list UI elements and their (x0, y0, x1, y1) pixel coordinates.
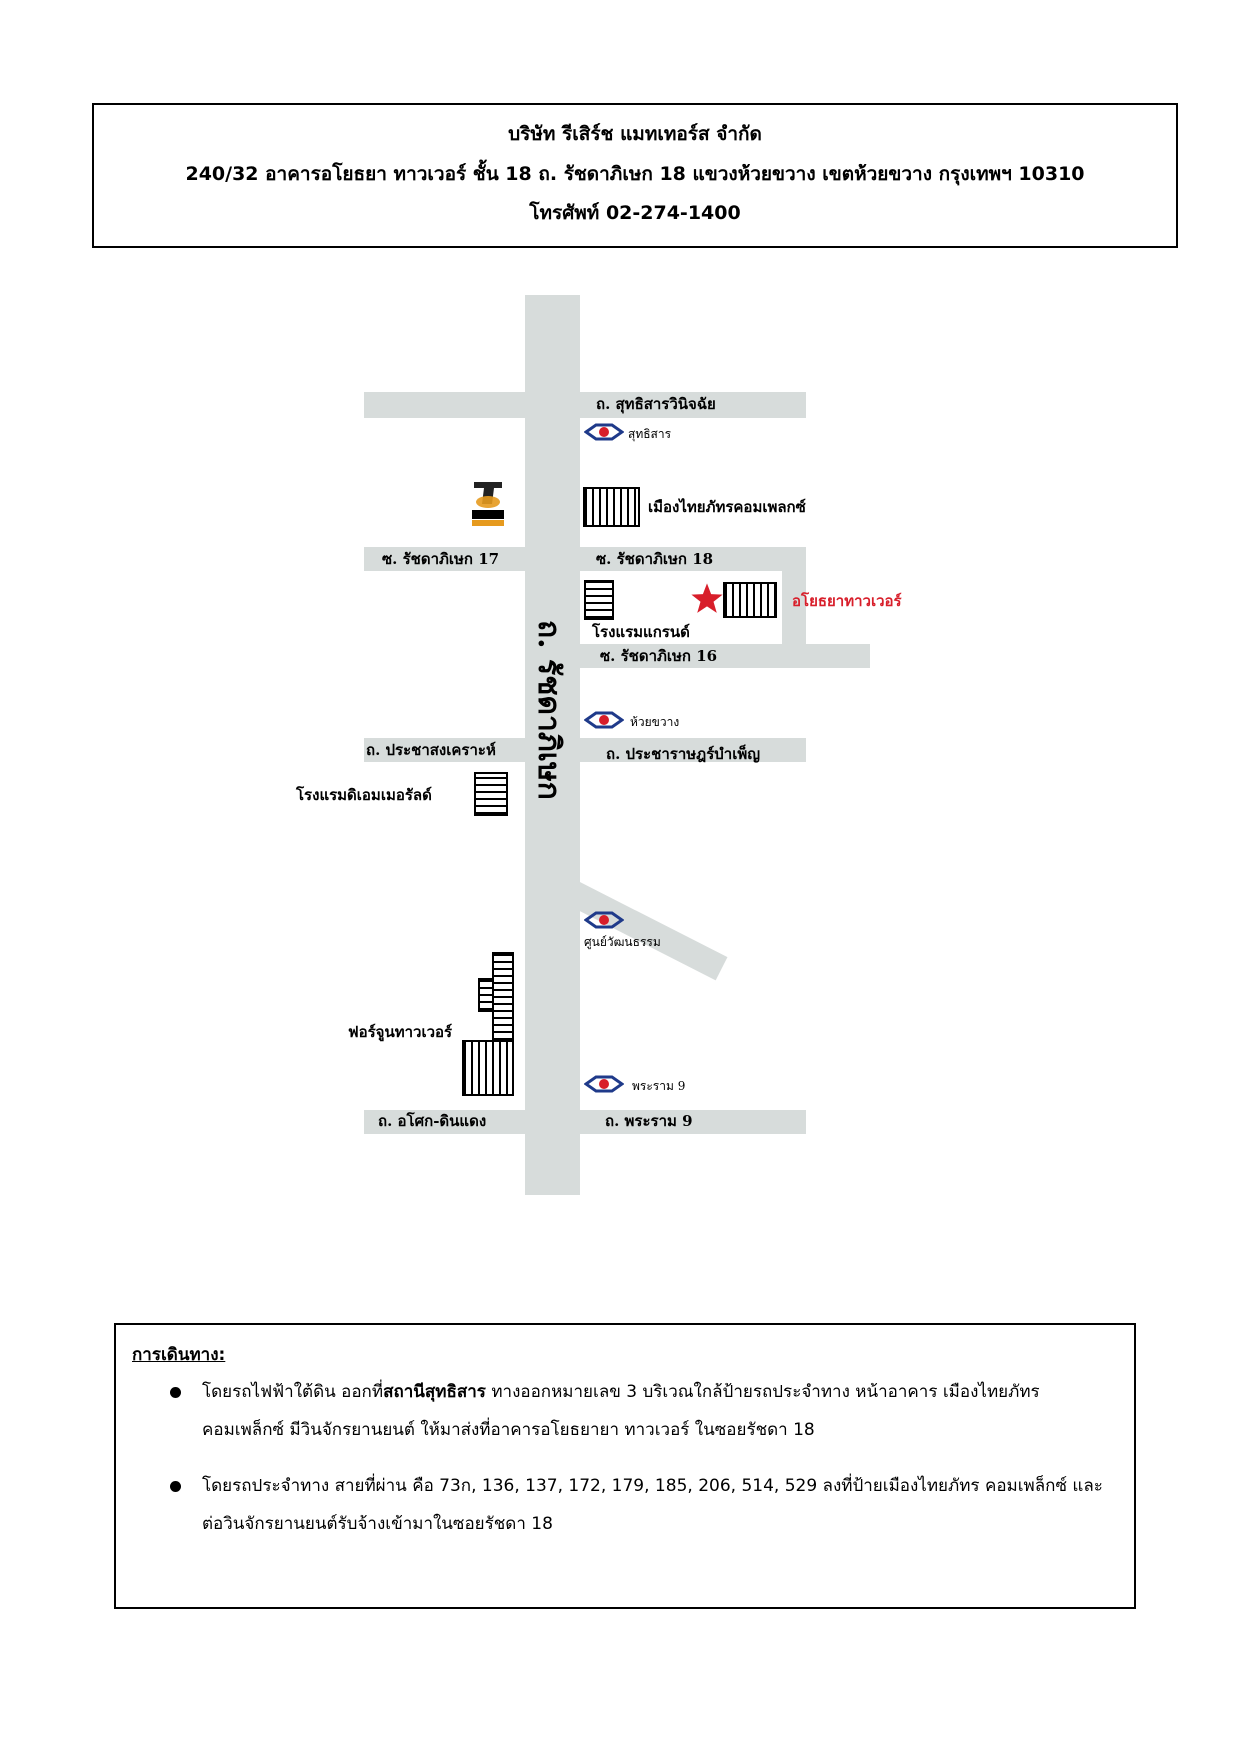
company-name: บริษัท รีเสิร์ช แมทเทอร์ส จำกัด (508, 123, 762, 145)
road-sutthisan (364, 392, 806, 418)
label-grand-hotel: โรงแรมแกรนด์ (592, 623, 690, 641)
label-rama9-road: ถ. พระราม 9 (605, 1112, 693, 1130)
label-asok-dindaeng: ถ. อโศก-ดินแดง (378, 1112, 487, 1130)
label-sutthisan-road: ถ. สุทธิสารวินิจฉัย (596, 395, 716, 413)
company-phone: โทรศัพท์ 02-274-1400 (529, 202, 741, 224)
mrt-station-name: สถานีสุทธิสาร (383, 1382, 486, 1402)
label-ayothaya-tower: อโยธยาทาวเวอร์ (792, 592, 902, 610)
mrt-sutthisan-icon (584, 423, 624, 441)
label-pracha-songkhro: ถ. ประชาสงเคราะห์ (366, 741, 496, 759)
label-muang-thai: เมืองไทยภัทรคอมเพลกซ์ (648, 498, 806, 516)
target-star-icon (690, 582, 724, 616)
mrt-text-b: ทางออกหมายเลข 3 บริเวณใกล้ป้ายรถประจำทาง หน้าอาคาร เมืองไทยภัทรคอมเพล็กซ์ มีวินจักรยานยนต์ ให้มาส่งที่อาคารอโยธยายา ทาวเวอร์ ในซอยรัชดา 18 (202, 1382, 1040, 1440)
mrt-text-a: โดยรถไฟฟ้าใต้ดิน ออกที่ (202, 1382, 384, 1402)
company-address: 240/32 อาคารอโยธยา ทาวเวอร์ ชั้น 18 ถ. รัชดาภิเษก 18 แขวงห้วยขวาง เขตห้วยขวาง กรุงเทพฯ 10310 (185, 163, 1085, 185)
muang-thai-building (583, 487, 640, 527)
bus-text: โดยรถประจำทาง สายที่ผ่าน คือ 73ก, 136, 137, 172, 179, 185, 206, 514, 529 ลงที่ป้ายเมืองไทยภัทร คอมเพล็กซ์ และต่อวินจักรยานยนต์รับจ้างเข้ามาในซอยรัชดา 18 (202, 1476, 1103, 1534)
mrt-cultural-center-icon (584, 911, 624, 929)
fortune-tower-upper (492, 952, 514, 1042)
bullet-icon (170, 1387, 181, 1398)
emerald-hotel-building (474, 772, 508, 816)
station-sutthisan: สุทธิสาร (628, 427, 672, 441)
grand-hotel-building (584, 580, 614, 620)
directions-box (114, 1323, 1136, 1609)
station-rama9: พระราม 9 (632, 1079, 686, 1093)
label-soi16: ซ. รัชดาภิเษก 16 (600, 647, 718, 665)
label-soi17: ซ. รัชดาภิเษก 17 (382, 550, 500, 568)
label-pracha-rat: ถ. ประชาราษฎร์บำเพ็ญ (606, 745, 760, 763)
mrt-rama9-icon (584, 1075, 624, 1093)
label-emerald-hotel: โรงแรมดิเอมเมอรัลด์ (296, 786, 432, 804)
fortune-tower-wing (478, 978, 494, 1012)
store-logo-icon (470, 482, 506, 528)
mrt-huai-khwang-icon (584, 711, 624, 729)
directions-title: การเดินทาง: (132, 1345, 226, 1365)
label-fortune-tower: ฟอร์จูนทาวเวอร์ (348, 1023, 453, 1041)
station-cultural-center: ศูนย์วัฒนธรรม (584, 935, 661, 949)
fortune-tower-base (462, 1040, 514, 1096)
road-diagonal (564, 880, 727, 980)
bullet-icon (170, 1481, 181, 1492)
main-road-label: ถ. รัชดาภิเษก (531, 620, 566, 800)
directions-item-bus (202, 1467, 1112, 1543)
ayothaya-building (723, 582, 777, 618)
station-huai-khwang: ห้วยขวาง (630, 715, 680, 729)
label-soi18: ซ. รัชดาภิเษก 18 (596, 550, 714, 568)
directions-item-mrt (202, 1373, 1112, 1449)
